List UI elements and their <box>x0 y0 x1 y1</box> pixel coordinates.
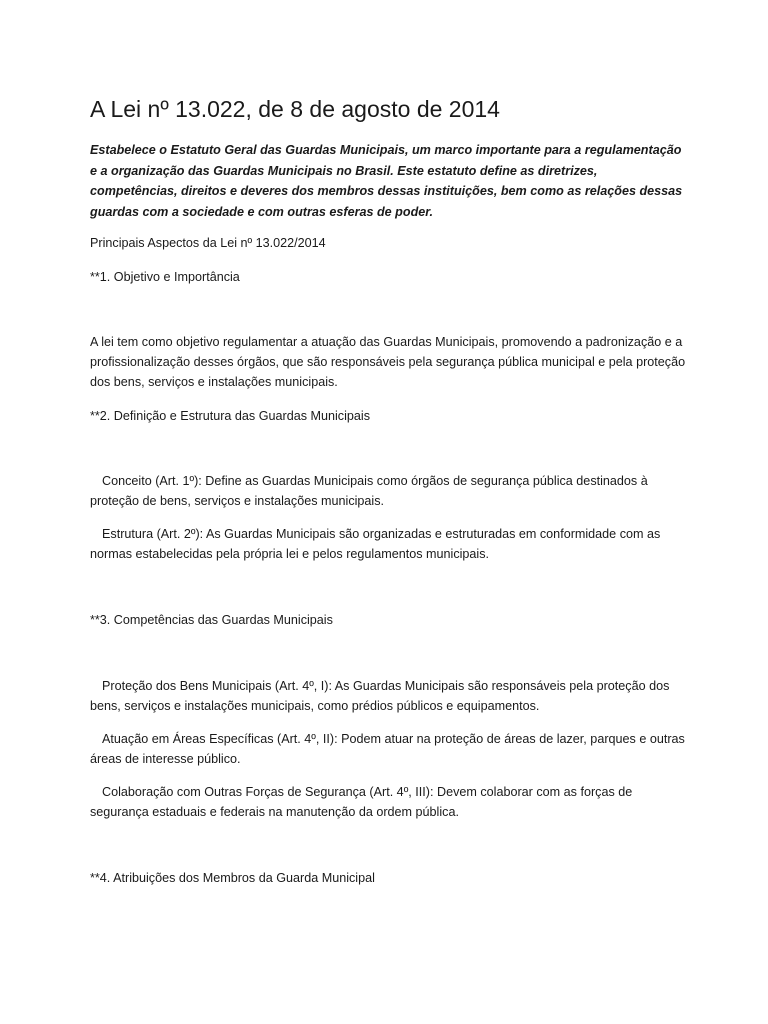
section-4-heading: **4. Atribuições dos Membros da Guarda Municipal <box>90 871 375 885</box>
section-3-item-colaboracao: Colaboração com Outras Forças de Segurança (Art. 4º, III): Devem colaborar com as forças de segurança estaduais e federais na manutenção da ordem pública. <box>90 785 633 819</box>
section-2-heading: **2. Definição e Estrutura das Guardas Municipais <box>90 409 371 423</box>
section-2-item-estrutura: Estrutura (Art. 2º): As Guardas Municipais são organizadas e estruturadas em conformidade com as normas estabelecidas pela própria lei e pelos regulamentos municipais. <box>90 527 661 561</box>
section-1-heading: **1. Objetivo e Importância <box>90 270 240 284</box>
document-title: A Lei nº 13.022, de 8 de agosto de 2014 <box>90 96 500 122</box>
section-1-paragraph: A lei tem como objetivo regulamentar a atuação das Guardas Municipais, promovendo a padronização e a profissionalização desses órgãos, que são responsáveis pela segurança pública municipal e pela proteção dos bens, serviços e instalações municipais. <box>90 335 686 389</box>
intro-paragraph: Estabelece o Estatuto Geral das Guardas Municipais, um marco importante para a regulamentação e a organização das Guardas Municipais no Brasil. Este estatuto define as diretrizes, competências, direitos e deveres dos membros dessas instituições, bem como as relações dessas guardas com a sociedade e com outras esferas de poder. <box>90 143 683 219</box>
principais-aspectos-heading: Principais Aspectos da Lei nº 13.022/2014 <box>90 236 326 250</box>
section-3-item-atuacao: Atuação em Áreas Específicas (Art. 4º, II): Podem atuar na proteção de áreas de lazer, parques e outras áreas de interesse público. <box>90 732 685 766</box>
section-3-heading: **3. Competências das Guardas Municipais <box>90 613 333 627</box>
section-3-item-protecao: Proteção dos Bens Municipais (Art. 4º, I): As Guardas Municipais são responsáveis pela proteção dos bens, serviços e instalações municipais, como prédios públicos e equipamentos. <box>90 679 670 713</box>
section-2-item-conceito: Conceito (Art. 1º): Define as Guardas Municipais como órgãos de segurança pública destinados à proteção de bens, serviços e instalações municipais. <box>90 474 648 508</box>
